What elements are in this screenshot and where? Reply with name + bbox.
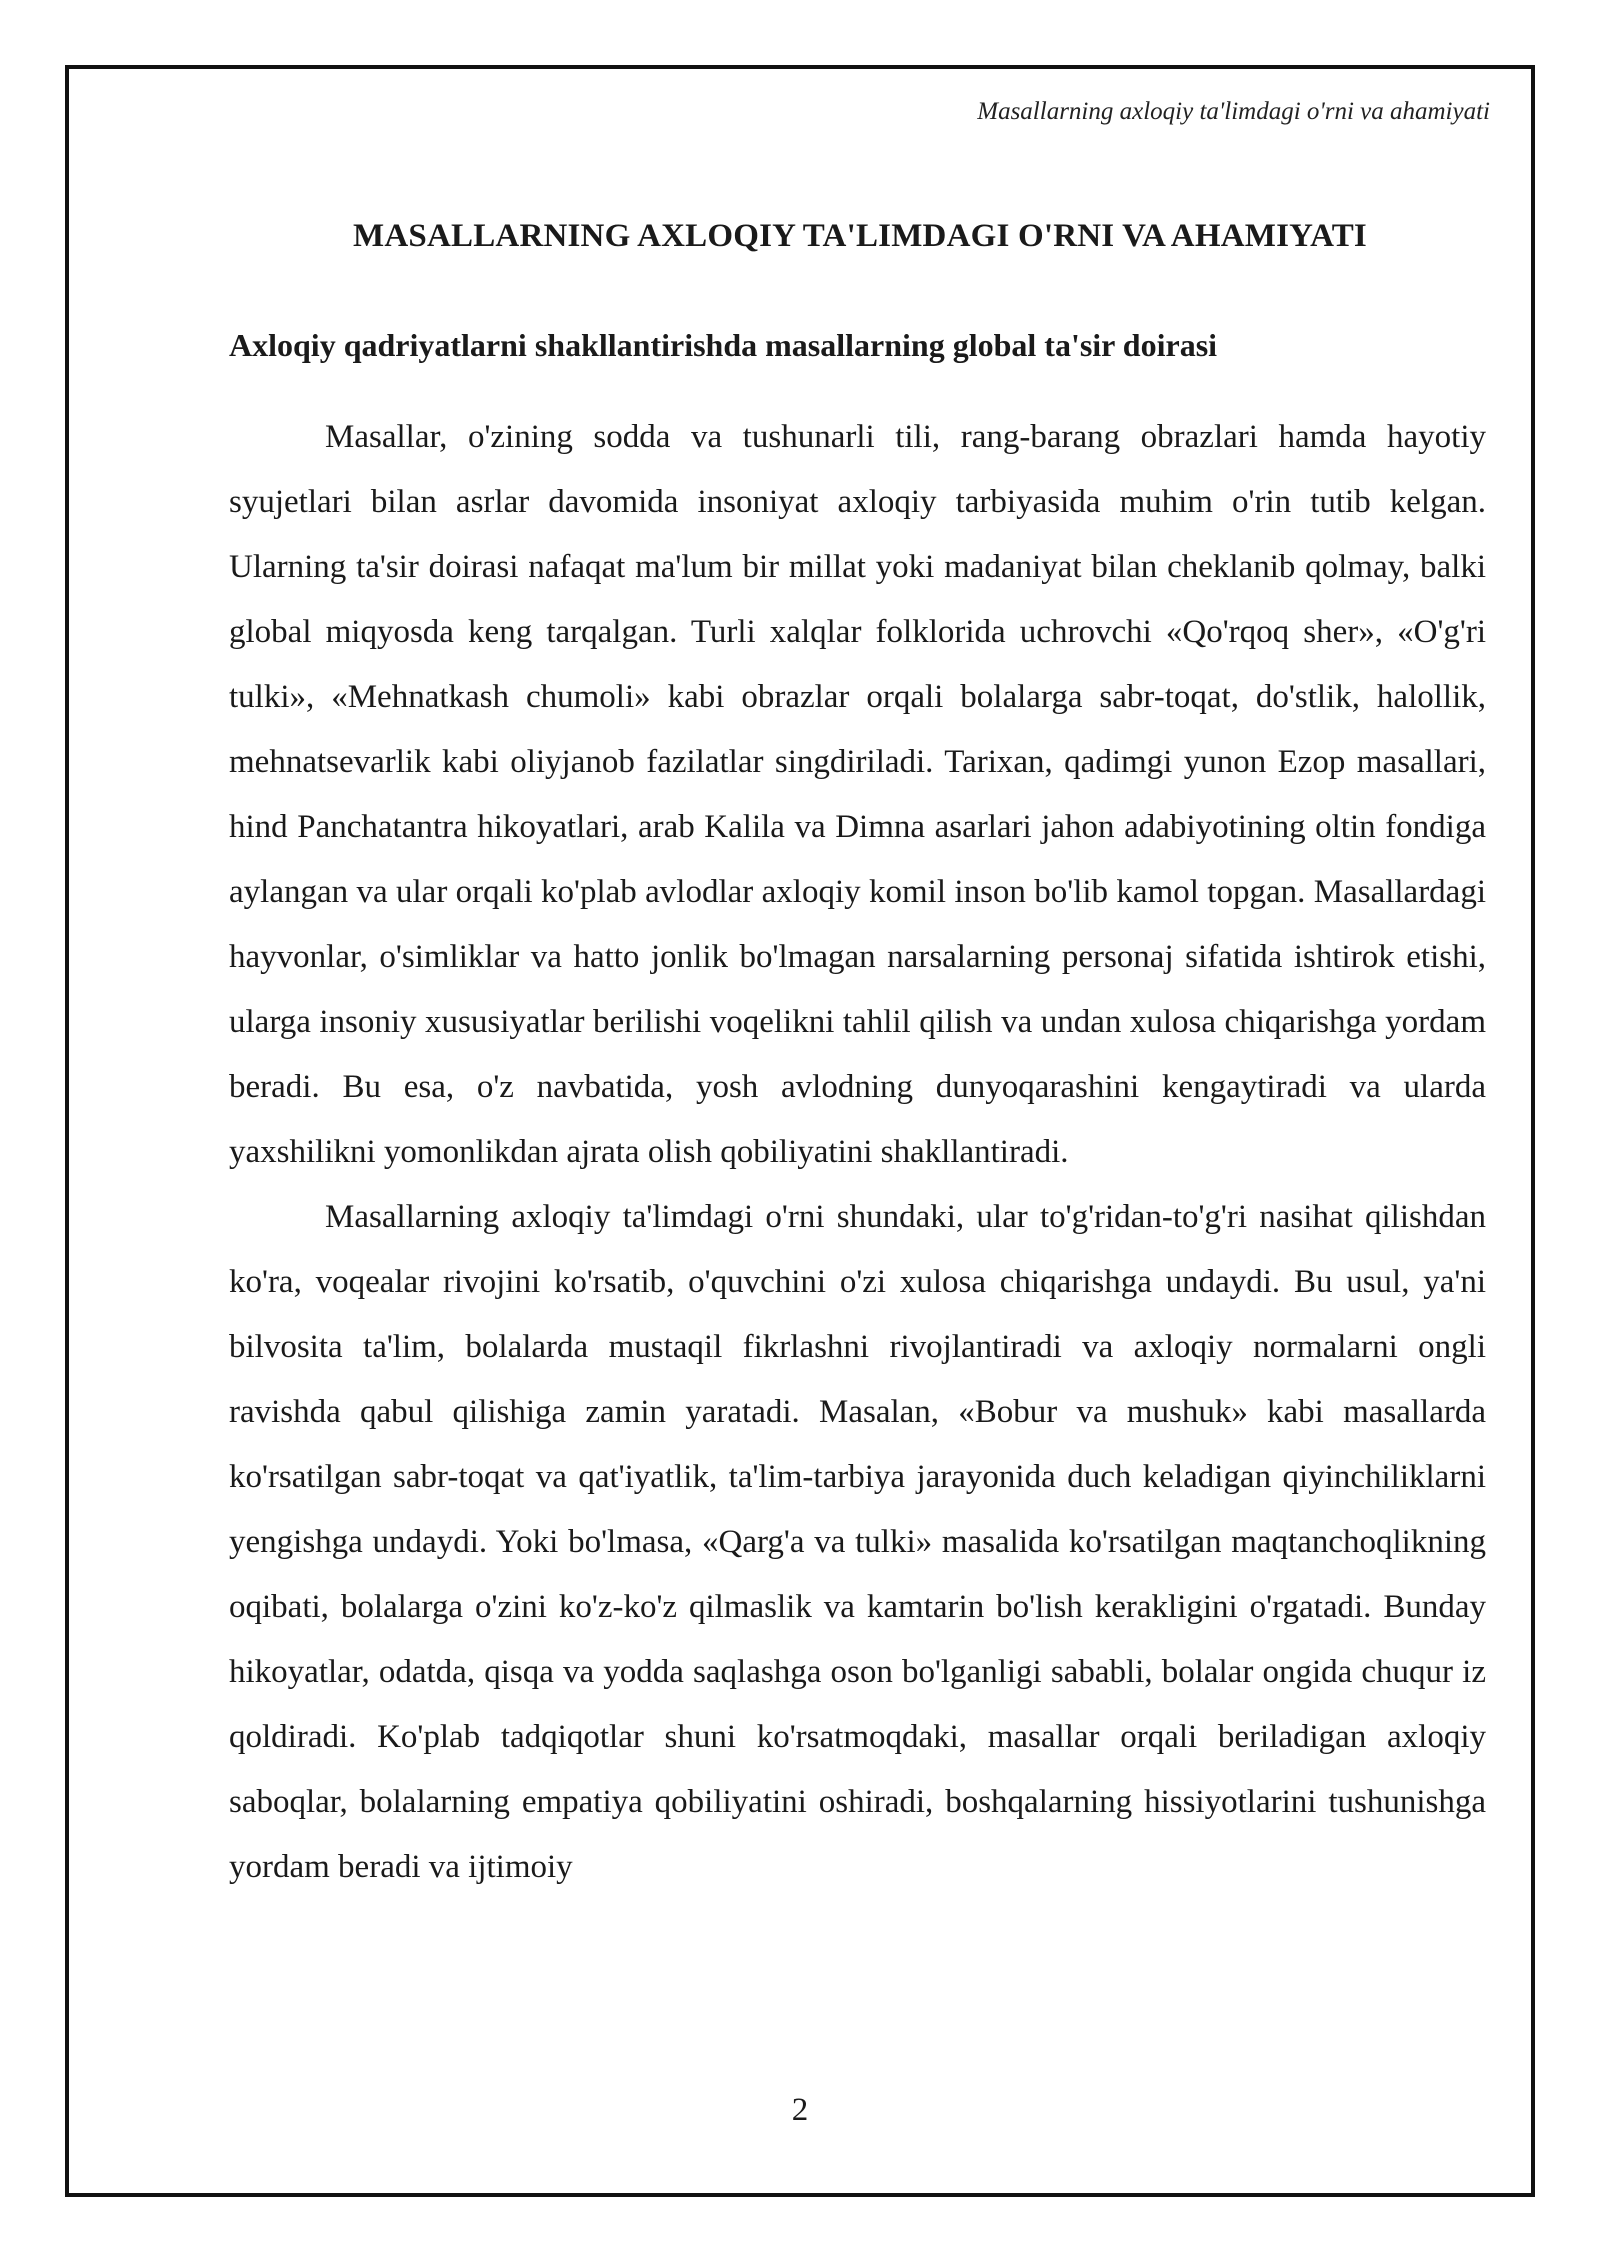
running-header: Masallarning axloqiy ta'limdagi o'rni va ahamiyati <box>977 98 1490 125</box>
section-heading: Axloqiy qadriyatlarni shakllantirishda masallarning global ta'sir doirasi <box>229 327 1218 363</box>
document-title: MASALLARNING AXLOQIY TA'LIMDAGI O'RNI VA AHAMIYATI <box>353 218 1367 254</box>
page-number: 2 <box>791 2092 809 2128</box>
body-text <box>229 405 1486 1900</box>
paragraph-1: Masallar, o'zining sodda va tushunarli tili, rang-barang obrazlari hamda hayotiy syujetlari bilan asrlar davomida insoniyat axloqiy tarbiyasida muhim o'rin tutib kelgan. Ularning ta'sir doirasi nafaqat ma'lum bir millat yoki madaniyat bilan cheklanib qolmay, balki global miqyosda keng tarqalgan. Turli xalqlar folklorida uchrovchi «Qo'rqoq sher», «O'g'ri tulki», «Mehnatkash chumoli» kabi obrazlar orqali bolalarga sabr-toqat, do'stlik, halollik, mehnatsevarlik kabi oliyjanob fazilatlar singdiriladi. Tarixan, qadimgi yunon Ezop masallari, hind Panchatantra hikoyatlari, arab Kalila va Dimna asarlari jahon adabiyotining oltin fondiga aylangan va ular orqali ko'plab avlodlar axloqiy komil inson bo'lib kamol topgan. Masallardagi hayvonlar, o'simliklar va hatto jonlik bo'lmagan narsalarning personaj sifatida ishtirok etishi, ularga insoniy xususiyatlar berilishi voqelikni tahlil qilish va undan xulosa chiqarishga yordam beradi. Bu esa, o'z navbatida, yosh avlodning dunyoqarashini kengaytiradi va ularda yaxshilikni yomonlikdan ajrata olish qobiliyatini shakllantiradi. <box>229 419 1486 1170</box>
paragraph-2: Masallarning axloqiy ta'limdagi o'rni shundaki, ular to'g'ridan-to'g'ri nasihat qilishdan ko'ra, voqealar rivojini ko'rsatib, o'quvchini o'zi xulosa chiqarishga undaydi. Bu usul, ya'ni bilvosita ta'lim, bolalarda mustaqil fikrlashni rivojlantiradi va axloqiy normalarni ongli ravishda qabul qilishiga zamin yaratadi. Masalan, «Bobur va mushuk» kabi masallarda ko'rsatilgan sabr-toqat va qat'iyatlik, ta'lim-tarbiya jarayonida duch keladigan qiyinchiliklarni yengishga undaydi. Yoki bo'lmasa, «Qarg'a va tulki» masalida ko'rsatilgan maqtanchoqlikning oqibati, bolalarga o'zini ko'z-ko'z qilmaslik va kamtarin bo'lish kerakligini o'rgatadi. Bunday hikoyatlar, odatda, qisqa va yodda saqlashga oson bo'lganligi sababli, bolalar ongida chuqur iz qoldiradi. Ko'plab tadqiqotlar shuni ko'rsatmoqdaki, masallar orqali beriladigan axloqiy saboqlar, bolalarning empatiya qobiliyatini oshiradi, boshqalarning hissiyotlarini tushunishga yordam beradi va ijtimoiy <box>229 1199 1486 1885</box>
